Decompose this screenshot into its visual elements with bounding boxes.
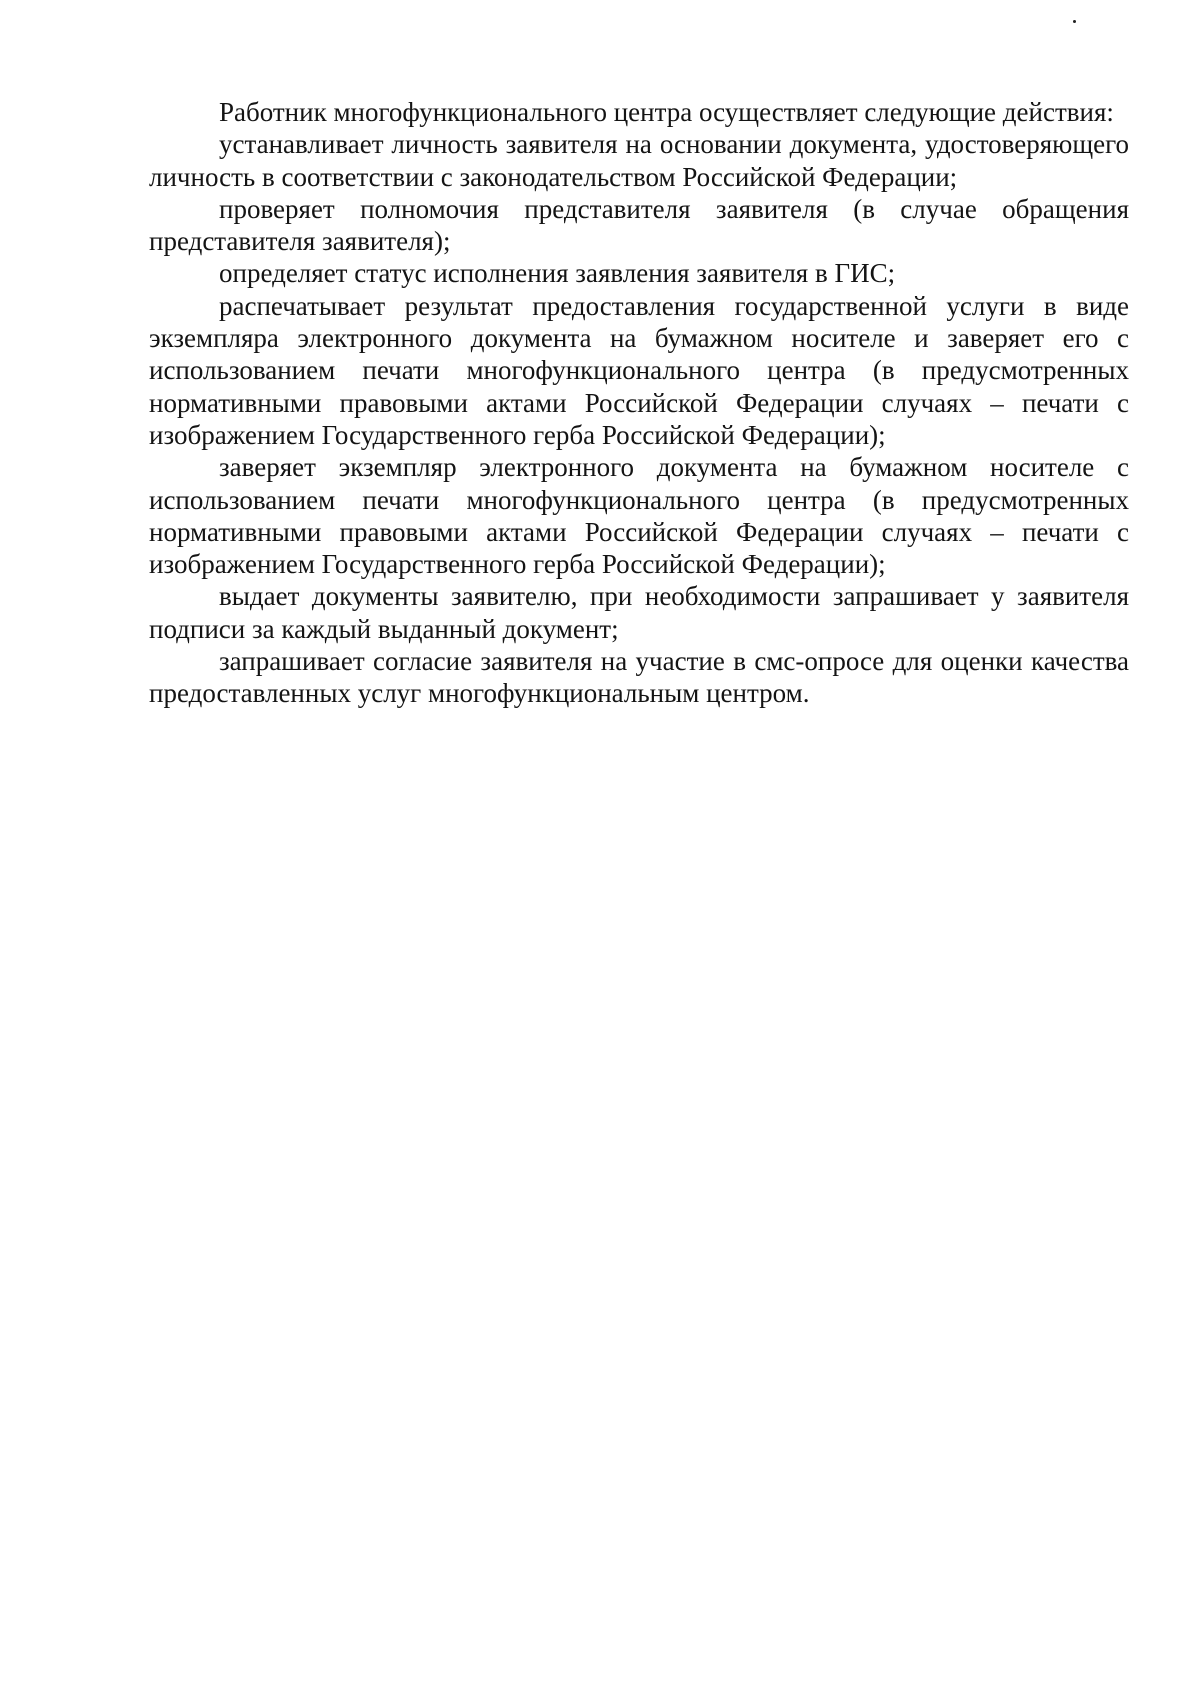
paragraph-certify-copy: заверяет экземпляр электронного документа на бумажном носителе с использованием печати многофункционального центра (в предусмотренных нормативными правовыми актами Российской Федерации случаях – печати с изображением Государственного герба Российской Федерации); <box>149 452 1129 580</box>
paragraph-print-result: распечатывает результат предоставления государственной услуги в виде экземпляра электронного документа на бумажном носителе и заверяет его с использованием печати многофункционального центра (в предусмотренных нормативными правовыми актами Российской Федерации случаях – печати с изображением Государственного герба Российской Федерации); <box>149 290 1129 450</box>
paragraph-status-check: определяет статус исполнения заявления заявителя в ГИС; <box>219 258 896 289</box>
document-body <box>149 96 1129 710</box>
paragraph-representative-check: проверяет полномочия представителя заявителя (в случае обращения представителя заявителя); <box>149 193 1129 257</box>
paragraph-intro: Работник многофункционального центра осуществляет следующие действия: <box>219 97 1114 127</box>
scan-speck <box>1073 20 1076 23</box>
paragraph-sms-survey: запрашивает согласие заявителя на участие в смс-опросе для оценки качества предоставленных услуг многофункциональным центром. <box>149 646 1129 709</box>
paragraph-identity-check: устанавливает личность заявителя на основании документа, удостоверяющего личность в соответствии с законодательством Российской Федерации; <box>149 129 1129 192</box>
paragraph-issue-documents: выдает документы заявителю, при необходимости запрашивает у заявителя подписи за каждый выданный документ; <box>149 581 1129 644</box>
